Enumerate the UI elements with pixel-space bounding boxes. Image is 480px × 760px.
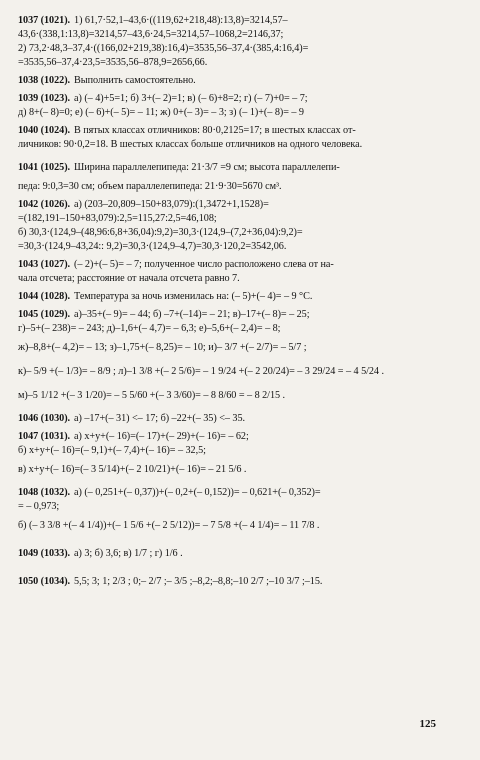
solution-line — [18, 14, 466, 28]
problem-number: 1043 (1027). — [18, 259, 71, 270]
problem-number: 1037 (1021). — [18, 15, 71, 26]
solution-line: б) 30,3·(124,9–(48,96:6,8+36,04):9,2)=30,3·(124,9–(7,2+36,04):9,2)= — [18, 227, 303, 238]
solution-line — [18, 92, 466, 106]
solution-line: чала отсчета; расстояние от начала отсчета равно 7. — [18, 273, 240, 284]
page-number: 125 — [419, 718, 436, 730]
problem-1038 — [18, 74, 466, 88]
solution-line: педа: 9:0,3=30 см; объем параллелепипеда: 21·9·30=5670 см³. — [18, 181, 282, 192]
problem-1044 — [18, 290, 466, 304]
problem-number: 1050 (1034). — [18, 576, 71, 587]
solution-line: =3535,56–37,4·23,5=3535,56–878,9=2656,66. — [18, 57, 208, 68]
solution-line — [18, 290, 466, 304]
problem-number: 1038 (1022). — [18, 75, 71, 86]
problem-number: 1044 (1028). — [18, 291, 71, 302]
solution-text: (– 2)+(– 5)= – 7; полученное число расположено слева от на- — [74, 259, 334, 270]
solution-line — [18, 570, 466, 594]
problem-1049 — [18, 542, 466, 566]
solution-line: к)– 5/9 +(– 1/3)= – 8/9 ; л)–1 3/8 +(– 2 5/6)= – 1 9/24 +(– 2 20/24)= – 3 29/24 = – 4 5/24 . — [18, 366, 384, 377]
solution-line: ж)–8,8+(– 4,2)= – 13; з)–1,75+(– 8,25)= – 10; и)– 3/7 +(– 2/7)= – 5/7 ; — [18, 342, 307, 353]
solution-text: 1) 61,7·52,1–43,6·((119,62+218,48):13,8)=3214,57– — [74, 15, 288, 26]
problem-number: 1041 (1025). — [18, 162, 71, 173]
solution-line — [18, 486, 466, 500]
problem-number: 1047 (1031). — [18, 431, 71, 442]
problem-number: 1046 (1030). — [18, 413, 71, 424]
solution-line — [18, 74, 466, 88]
solution-line: =(182,191–150+83,079):2,5=115,27:2,5=46,108; — [18, 213, 217, 224]
solution-line: б) (– 3 3/8 +(– 4 1/4))+(– 1 5/6 +(– 2 5/12))= – 7 5/8 +(– 4 1/4)= – 11 7/8 . — [18, 520, 320, 531]
problem-1048 — [18, 486, 466, 538]
solution-text: Ширина параллелепипеда: 21·3/7 =9 см; высота параллелепи- — [74, 162, 340, 173]
solution-text: Температура за ночь изменилась на: (– 5)+(– 4)= – 9 °С. — [74, 291, 313, 302]
solution-line — [18, 258, 466, 272]
solution-line: д) 8+(– 8)=0; е) (– 6)+(– 5)= – 11; ж) 0+(– 3)= – 3; з) (– 1)+(– 8)= – 9 — [18, 107, 304, 118]
problem-1043 — [18, 258, 466, 286]
solution-line: б) x+y+(– 16)=(– 9,1)+(– 7,4)+(– 16)= – 32,5; — [18, 445, 206, 456]
solution-line — [18, 198, 466, 212]
problem-1040 — [18, 124, 466, 152]
solution-line: =30,3·(124,9–43,24:: 9,2)=30,3·(124,9–4,7)=30,3·120,2=3542,06. — [18, 241, 287, 252]
problem-1042 — [18, 198, 466, 254]
solution-line — [18, 156, 466, 180]
problem-number: 1045 (1029). — [18, 309, 71, 320]
solution-line: в) x+y+(– 16)=(– 3 5/14)+(– 2 10/21)+(– 16)= – 21 5/6 . — [18, 464, 247, 475]
solution-text: а) x+y+(– 16)=(– 17)+(– 29)+(– 16)= – 62; — [74, 431, 249, 442]
problem-1041 — [18, 156, 466, 194]
solution-line: личников: 90·0,2=18. В шестых классах больше отличников на одного человека. — [18, 139, 363, 150]
problem-number: 1049 (1033). — [18, 548, 71, 559]
solution-line — [18, 542, 466, 566]
solution-line — [18, 124, 466, 138]
problem-number: 1042 (1026). — [18, 199, 71, 210]
problem-1045 — [18, 308, 466, 408]
solution-text: В пятых классах отличников: 80·0,2125=17; в шестых классах от- — [74, 125, 356, 136]
problem-1046 — [18, 412, 466, 426]
solution-line: = – 0,973; — [18, 501, 60, 512]
solution-line: г)–5+(– 238)= – 243; д)–1,6+(– 4,7)= – 6,3; е)–5,6+(– 2,4)= – 8; — [18, 323, 281, 334]
solution-line — [18, 412, 466, 426]
solution-text: Выполнить самостоятельно. — [74, 75, 196, 86]
problem-1047 — [18, 430, 466, 482]
solution-text: 5,5; 3; 1; 2/3 ; 0;– 2/7 ;– 3/5 ;–8,2;–8,8;–10 2/7 ;–10 3/7 ;–15. — [74, 576, 323, 587]
solution-line: 43,6·(338,1:13,8)=3214,57–43,6·24,5=3214,57–1068,2=2146,37; — [18, 29, 284, 40]
solution-line — [18, 430, 466, 444]
solution-text: а) (203–20,809–150+83,079):(1,3472+1,1528)= — [74, 199, 269, 210]
problem-1050 — [18, 570, 466, 594]
problem-number: 1040 (1024). — [18, 125, 71, 136]
solution-text: а) –17+(– 31) <– 17; б) –22+(– 35) <– 35. — [74, 413, 246, 424]
solution-text: а) 3; б) 3,6; в) 1/7 ; г) 1/6 . — [74, 548, 183, 559]
solution-line: 2) 73,2·48,3–37,4·((166,02+219,38):16,4)=3535,56–37,4·(385,4:16,4)= — [18, 43, 309, 54]
solution-line: м)–5 1/12 +(– 3 1/20)= – 5 5/60 +(– 3 3/60)= – 8 8/60 = – 8 2/15 . — [18, 390, 286, 401]
solution-text: а)–35+(– 9)= – 44; б) –7+(–14)= – 21; в)–17+(– 8)= – 25; — [74, 309, 310, 320]
solution-line — [18, 308, 466, 322]
problem-1037 — [18, 14, 466, 70]
solution-text: а) (– 4)+5=1; б) 3+(– 2)=1; в) (– 6)+8=2; г) (– 7)+0= – 7; — [74, 93, 308, 104]
problem-1039 — [18, 92, 466, 120]
problem-number: 1039 (1023). — [18, 93, 71, 104]
problem-number: 1048 (1032). — [18, 487, 71, 498]
solution-text: а) (– 0,251+(– 0,37))+(– 0,2+(– 0,152))= – 0,621+(– 0,352)= — [74, 487, 321, 498]
